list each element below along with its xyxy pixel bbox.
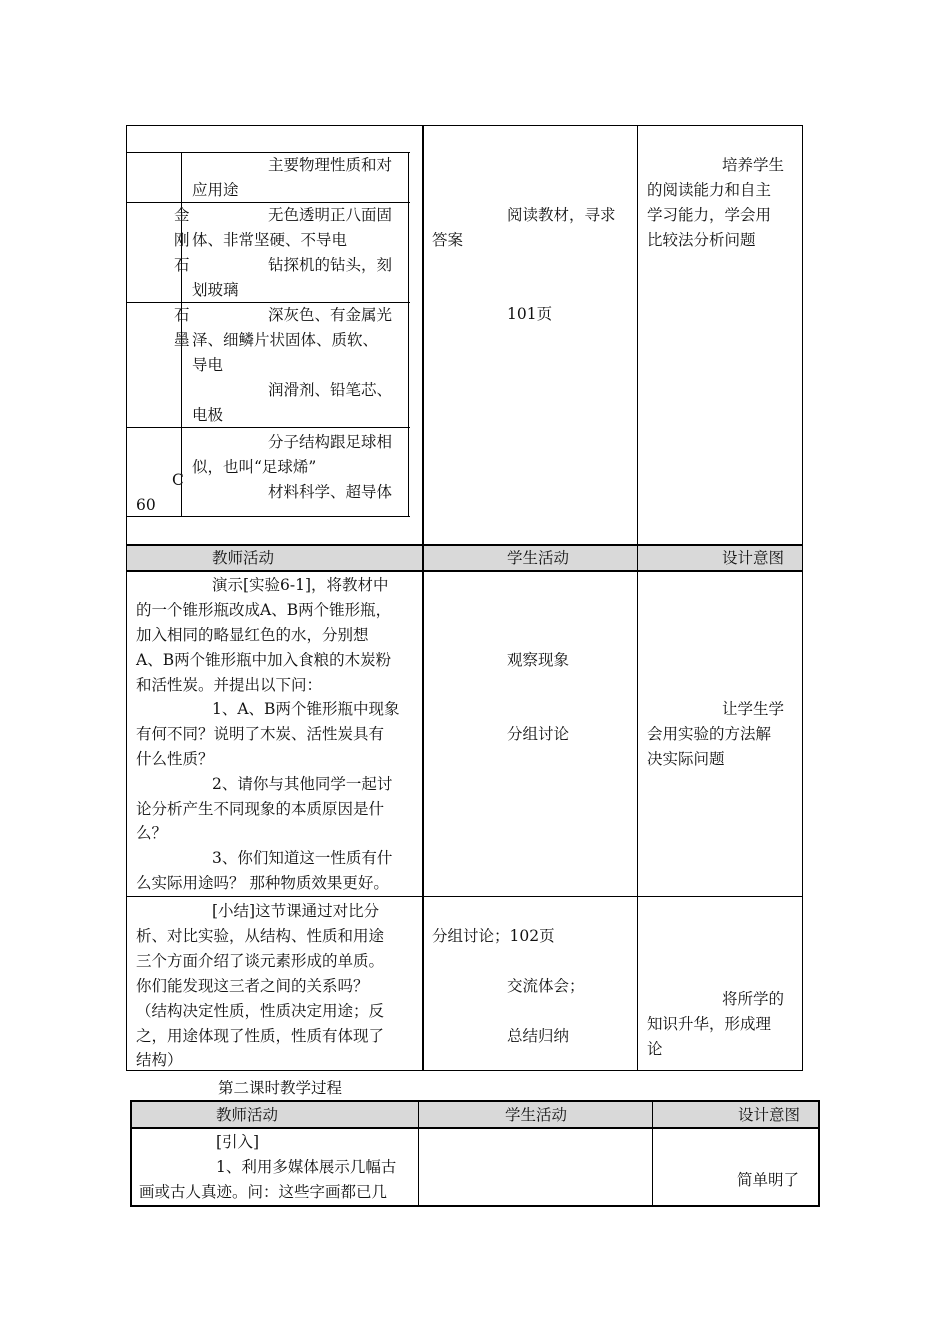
student-activity-text: 交流体会； [507,977,585,995]
allotrope-label: C [172,471,184,489]
border [126,125,803,126]
teacher-text: 1、A、B两个锥形瓶中现象 [212,700,400,718]
border [126,125,127,545]
teacher-text: 3、你们知道这一性质有什 [212,849,393,867]
border [126,570,803,572]
teacher-text: 你们能发现这三者之间的关系吗？ [136,977,369,995]
teacher-text: 1、利用多媒体展示几幅古 [216,1158,397,1176]
border [802,544,803,1071]
design-intent-text: 知识升华，形成理 [647,1015,772,1033]
border [422,544,424,1071]
border [130,1100,819,1102]
section-title: 第二课时教学过程 [218,1079,343,1097]
use-text: 划玻璃 [192,281,239,299]
student-activity-text: 101页 [507,305,553,323]
property-text: 无色透明正八面固 [268,206,393,224]
teacher-text: 三个方面介绍了谈元素形成的单质。 [136,952,385,970]
column-header-intent: 设计意图 [722,549,785,567]
design-intent-text: 简单明了 [737,1171,800,1189]
use-text: 材料科学、超导体 [268,483,393,501]
student-activity-text: 观察现象 [507,651,570,669]
border [652,1100,653,1207]
student-activity-text: 分组讨论；102页 [432,927,555,945]
design-intent-text: 培养学生 [722,156,785,174]
column-header-intent: 设计意图 [738,1106,801,1124]
property-text: 分子结构跟足球相 [268,433,393,451]
border [637,125,638,545]
allotrope-label: 石 [174,306,190,324]
allotrope-label: 刚 [174,231,190,249]
design-intent-text: 决实际问题 [647,750,725,768]
teacher-text: 有何不同？说明了木炭、活性炭具有 [136,725,385,743]
property-text: 似，也叫“足球烯” [192,458,317,476]
column-header-teacher: 教师活动 [216,1106,279,1124]
border [127,516,410,517]
allotrope-label: 墨 [174,331,190,349]
teacher-text: （结构决定性质，性质决定用途；反 [136,1002,385,1020]
border [130,1100,132,1207]
design-intent-text: 会用实验的方法解 [647,725,772,743]
border [418,1100,419,1207]
teacher-text: A、B两个锥形瓶中加入食粮的木炭粉 [136,651,392,669]
design-intent-text: 论 [647,1040,663,1058]
border [127,302,410,303]
column-header-student: 学生活动 [505,1106,568,1124]
use-text: 润滑剂、铅笔芯、 [268,381,393,399]
design-intent-text: 将所学的 [722,990,785,1008]
border [408,152,409,517]
teacher-text: 加入相同的略显红色的水，分别想 [136,626,369,644]
border [126,544,803,546]
border [818,1100,820,1207]
design-intent-text: 学习能力，学会用 [647,206,772,224]
border [127,202,410,203]
column-header-teacher: 教师活动 [212,549,275,567]
teacher-text: [引入] [216,1133,260,1151]
teacher-text: 结构） [136,1051,183,1069]
design-intent-text: 比较法分析问题 [647,231,756,249]
student-activity-text: 阅读教材，寻求 [507,206,616,224]
border [802,125,803,545]
teacher-text: 画或古人真迹。问：这些字画都已几 [139,1183,388,1201]
teacher-text: 的一个锥形瓶改成A、B两个锥形瓶， [136,601,392,619]
border [422,125,424,545]
teacher-text: 论分析产生不同现象的本质原因是什 [136,800,385,818]
use-text: 电极 [192,406,224,424]
allotrope-label: 石 [174,256,190,274]
border [130,1205,819,1207]
border [130,1127,819,1129]
border [126,544,127,1071]
teacher-text: 析、对比实验，从结构、性质和用途 [136,927,385,945]
teacher-text: 和活性炭。并提出以下问： [136,676,323,694]
border [637,544,638,1071]
border [126,896,803,897]
teacher-text: 演示[实验6-1]，将教材中 [212,576,389,594]
use-text: 钻探机的钻头，刻 [268,256,393,274]
allotrope-label: 金 [174,206,190,224]
teacher-text: 么？ [136,824,168,842]
column-header-student: 学生活动 [507,549,570,567]
property-text: 深灰色、有金属光 [268,306,393,324]
teacher-text: 2、请你与其他同学一起讨 [212,775,393,793]
teacher-text: 么实际用途吗？ 那种物质效果更好。 [136,874,389,892]
border [126,1070,803,1071]
border [127,152,410,153]
inner-header-line: 应用途 [192,181,239,199]
student-activity-text: 答案 [432,231,464,249]
property-text: 导电 [192,356,224,374]
student-activity-text: 分组讨论 [507,725,570,743]
inner-header-line: 主要物理性质和对 [268,156,393,174]
design-intent-text: 让学生学 [722,700,785,718]
design-intent-text: 的阅读能力和自主 [647,181,772,199]
teacher-text: 之，用途体现了性质，性质有体现了 [136,1027,385,1045]
student-activity-text: 总结归纳 [507,1027,570,1045]
property-text: 体、非常坚硬、不导电 [192,231,348,249]
border [127,427,410,428]
teacher-text: [小结]这节课通过对比分 [212,902,380,920]
property-text: 泽、细鳞片状固体、质软、 [192,331,379,349]
allotrope-label: 60 [136,496,156,514]
teacher-text: 什么性质？ [136,750,214,768]
